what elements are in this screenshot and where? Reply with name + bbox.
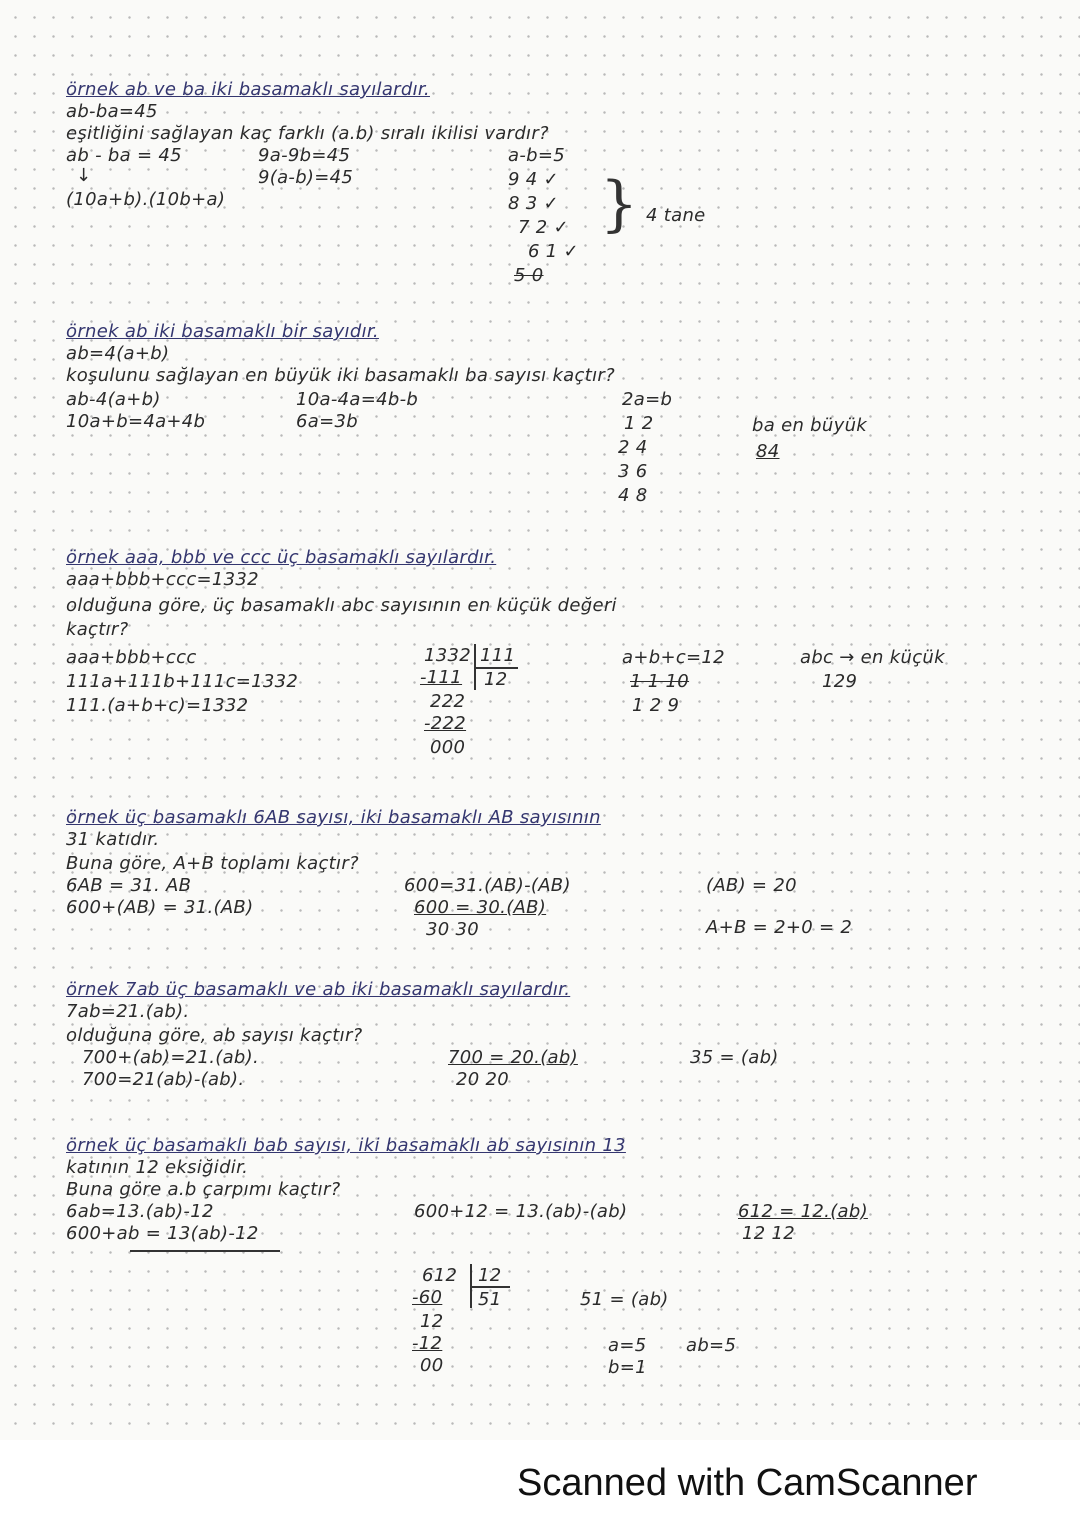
ex3-divisor: 111 xyxy=(480,645,516,666)
ex1-equation: ab-ba=45 xyxy=(66,101,158,122)
ex1-work-2: (10a+b).(10b+a) xyxy=(66,189,226,210)
ex5-question: olduğuna göre, ab sayısı kaçtır? xyxy=(66,1025,363,1046)
ex5-title: örnek 7ab üç basamaklı ve ab iki basamaklı sayılardır. xyxy=(66,979,571,1000)
ex6-div-bar-h xyxy=(470,1286,510,1288)
ex6-div-rem-2: 00 xyxy=(420,1355,444,1376)
ex5-work-3: 700 = 20.(ab) xyxy=(448,1047,578,1068)
ex3-quotient: 12 xyxy=(484,669,508,690)
ex5-work-4: 20 20 xyxy=(456,1069,510,1090)
ex2-work-2: 10a+b=4a+4b xyxy=(66,411,206,432)
ex2-work-4: 6a=3b xyxy=(296,411,358,432)
scanner-watermark: Scanned with CamScanner xyxy=(517,1462,978,1504)
ex1-work-arrow: ↓ xyxy=(76,165,92,186)
ex6-div-sub-2: -12 xyxy=(412,1333,443,1354)
ex3-option-crossed: 1 1 10 xyxy=(630,671,690,692)
ex3-div-sub-1: -111 xyxy=(420,667,463,688)
ex2-answer: 84 xyxy=(756,441,780,462)
ex5-answer: 35 = (ab) xyxy=(690,1047,779,1068)
ex3-answer: 129 xyxy=(822,671,858,692)
ex4-work-2: 600+(AB) = 31.(AB) xyxy=(66,897,254,918)
ex3-div-rem-1: 222 xyxy=(430,691,466,712)
ex6-underline xyxy=(130,1250,280,1252)
ex6-div-dividend: 612 xyxy=(422,1265,458,1286)
ex6-work-5: 12 12 xyxy=(742,1223,796,1244)
ex2-row-1: 1 2 xyxy=(624,413,654,434)
ex1-work-1: ab - ba = 45 xyxy=(66,145,182,166)
ex2-row-4: 4 8 xyxy=(618,485,648,506)
ex6-title: örnek üç basamaklı bab sayısı, iki basamaklı ab sayısının 13 xyxy=(66,1135,626,1156)
ex1-question: eşitliğini sağlayan kaç farklı (a.b) sıralı ikilisi vardır? xyxy=(66,123,549,144)
ex1-result: 4 tane xyxy=(646,205,706,226)
ex6-ab-value: 51 = (ab) xyxy=(580,1289,669,1310)
ex2-relation: 2a=b xyxy=(622,389,673,410)
ex6-div-rem-1: 12 xyxy=(420,1311,444,1332)
ex1-pair-1: 9 4 ✓ xyxy=(508,169,559,190)
ex4-question: Buna göre, A+B toplamı kaçtır? xyxy=(66,853,359,874)
ex6-work-3: 600+12 = 13.(ab)-(ab) xyxy=(414,1201,628,1222)
ex1-pair-2: 8 3 ✓ xyxy=(508,193,559,214)
ex5-equation: 7ab=21.(ab). xyxy=(66,1001,190,1022)
ex3-question-2: kaçtır? xyxy=(66,619,129,640)
ex4-answer: A+B = 2+0 = 2 xyxy=(706,917,853,938)
ex2-row-2: 2 4 xyxy=(618,437,648,458)
ex3-equation: aaa+bbb+ccc=1332 xyxy=(66,569,259,590)
ex3-work-2: 111a+111b+111c=1332 xyxy=(66,671,299,692)
ex4-work-3: 600=31.(AB)-(AB) xyxy=(404,875,571,896)
ex2-work-3: 10a-4a=4b-b xyxy=(296,389,419,410)
ex3-div-dividend: 1332 xyxy=(424,645,472,666)
ex6-a-value: a=5 xyxy=(608,1335,647,1356)
ex6-quotient: 51 xyxy=(478,1289,502,1310)
ex2-row-3: 3 6 xyxy=(618,461,648,482)
ex6-statement: katının 12 eksiğidir. xyxy=(66,1157,249,1178)
ex4-ab-value: (AB) = 20 xyxy=(706,875,797,896)
ex6-b-value: b=1 xyxy=(608,1357,647,1378)
ex1-diff: a-b=5 xyxy=(508,145,565,166)
ex6-div-sub-1: -60 xyxy=(412,1287,443,1308)
ex3-div-rem-2: 000 xyxy=(430,737,466,758)
ex1-work-3: 9a-9b=45 xyxy=(258,145,351,166)
ex4-title: örnek üç basamaklı 6AB sayısı, iki basamaklı AB sayısının xyxy=(66,807,601,828)
ex4-work-1: 6AB = 31. AB xyxy=(66,875,192,896)
ex3-title: örnek aaa, bbb ve ccc üç basamaklı sayılardır. xyxy=(66,547,497,568)
ex4-statement: 31 katıdır. xyxy=(66,829,160,850)
ex1-work-4: 9(a-b)=45 xyxy=(258,167,354,188)
ex5-work-2: 700=21(ab)-(ab). xyxy=(82,1069,245,1090)
ex6-work-1: 6ab=13.(ab)-12 xyxy=(66,1201,214,1222)
ex4-work-4: 600 = 30.(AB) xyxy=(414,897,547,918)
ex1-title: örnek ab ve ba iki basamaklı sayılardır. xyxy=(66,79,430,100)
ex5-work-1: 700+(ab)=21.(ab). xyxy=(82,1047,259,1068)
ex6-question: Buna göre a.b çarpımı kaçtır? xyxy=(66,1179,341,1200)
ex3-option: 1 2 9 xyxy=(632,695,680,716)
ex6-work-2: 600+ab = 13(ab)-12 xyxy=(66,1223,259,1244)
ex2-work-1: ab-4(a+b) xyxy=(66,389,161,410)
ex1-pair-4: 6 1 ✓ xyxy=(528,241,579,262)
ex1-pair-5-crossed: 5 0 xyxy=(514,265,544,286)
ex2-title: örnek ab iki basamaklı bir sayıdır. xyxy=(66,321,379,342)
ex6-work-4: 612 = 12.(ab) xyxy=(738,1201,868,1222)
ex1-pair-3: 7 2 ✓ xyxy=(518,217,569,238)
ex2-answer-label: ba en büyük xyxy=(752,415,868,436)
ex3-sum: a+b+c=12 xyxy=(622,647,725,668)
ex2-question: koşulunu sağlayan en büyük iki basamaklı ba sayısı kaçtır? xyxy=(66,365,615,386)
ex3-question: olduğuna göre, üç basamaklı abc sayısının en küçük değeri xyxy=(66,595,617,616)
ex3-work-3: 111.(a+b+c)=1332 xyxy=(66,695,249,716)
ex3-div-sub-2: -222 xyxy=(424,713,467,734)
ex1-brace: } xyxy=(600,169,639,239)
ex3-answer-label: abc → en küçük xyxy=(800,647,945,668)
ex6-divisor: 12 xyxy=(478,1265,502,1286)
ex2-equation: ab=4(a+b) xyxy=(66,343,170,364)
ex4-work-5: 30 30 xyxy=(426,919,480,940)
ex3-work-1: aaa+bbb+ccc xyxy=(66,647,197,668)
ex6-answer: ab=5 xyxy=(686,1335,737,1356)
